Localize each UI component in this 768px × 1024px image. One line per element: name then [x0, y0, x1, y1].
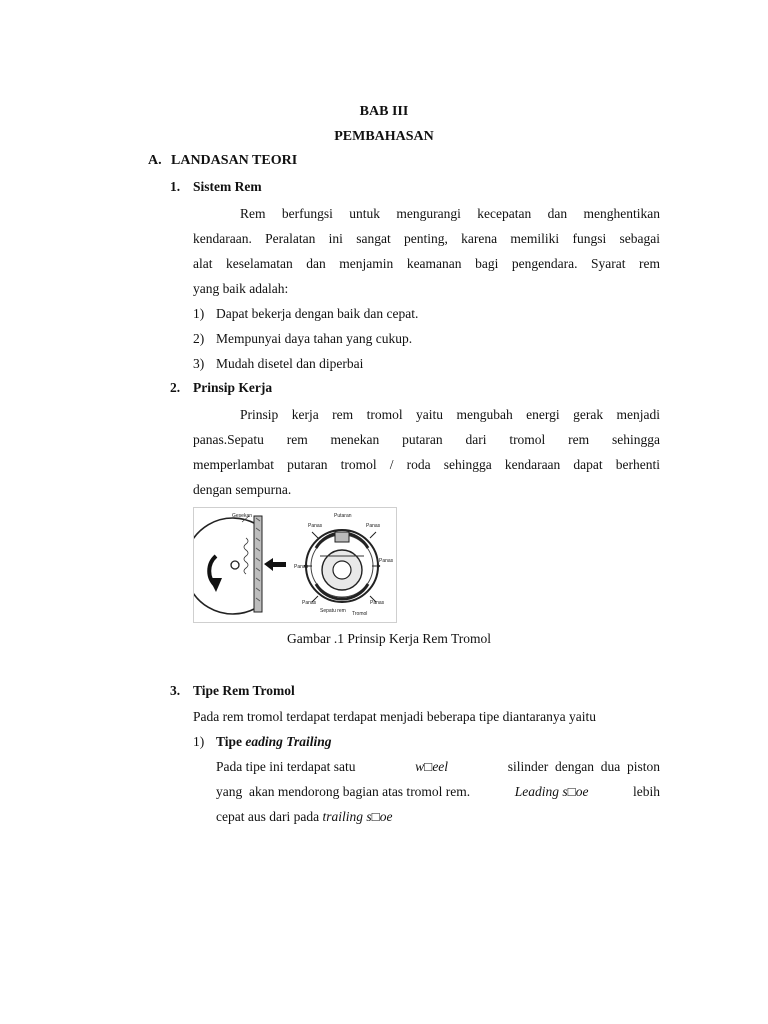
sub1-list-num: 3) [193, 356, 205, 371]
sub2-para-line: memperlambat putaran tromol / roda sehingga kendaraan dapat berhenti [193, 457, 660, 472]
type1-term: w□eel [415, 759, 449, 774]
sub2-para-line: panas.Sepatu rem menekan putaran dari tromol rem sehingga [193, 432, 660, 447]
type1-heading [216, 729, 332, 754]
type1-text: Pada tipe ini terdapat satu [216, 759, 356, 774]
figure-drawing [194, 508, 396, 622]
type1-text: silinder dengan dua piston [507, 759, 660, 774]
figure-caption: Gambar .1 Prinsip Kerja Rem Tromol [287, 631, 491, 646]
type1-term: trailing s□oe [322, 809, 393, 824]
type1-line-3 [216, 804, 392, 829]
label-panas-r: Panas [379, 558, 394, 564]
type1-line-2 [216, 779, 660, 804]
section-label: A. [148, 153, 162, 168]
label-sepatu-rem: Sepatu rem [320, 608, 346, 614]
sub2-title: Prinsip Kerja [193, 380, 273, 395]
section-title: LANDASAN TEORI [171, 153, 298, 168]
label-panas-br: Panas [370, 600, 385, 606]
sub1-list-num: 1) [193, 306, 205, 321]
type1-text: yang akan mendorong bagian atas tromol rem. [216, 784, 471, 799]
sub1-list-item: Dapat bekerja dengan baik dan cepat. [216, 306, 419, 321]
rotation-arrowhead [209, 578, 222, 592]
sub1-list-item: Mempunyai daya tahan yang cukup. [216, 331, 413, 346]
chapter-title: PEMBAHASAN [334, 129, 434, 144]
sub1-para-line: alat keselamatan dan menjamin keamanan bagi pengendara. Syarat rem [193, 256, 660, 271]
friction-lines [244, 538, 248, 574]
sub3-title: Tipe Rem Tromol [193, 683, 295, 698]
type1-term: Leading s□oe [514, 784, 589, 799]
label-gesekan: Gesekan [232, 513, 253, 519]
type1-number: 1) [193, 734, 205, 749]
label-putaran: Putaran [334, 513, 352, 519]
sub2-para-line: dengan sempurna. [193, 482, 292, 497]
type1-prefix: Tipe [216, 734, 243, 749]
sub1-list-num: 2) [193, 331, 205, 346]
label-panas-tr: Panas [366, 523, 381, 529]
sub1-para-line: Rem berfungsi untuk mengurangi kecepatan dan menghentikan [240, 206, 660, 221]
wheel-cylinder [335, 532, 349, 542]
push-arrow [264, 558, 286, 571]
sub1-para-line: kendaraan. Peralatan ini sangat penting, karena memiliki fungsi sebagai [193, 231, 660, 246]
brake-shoe [254, 516, 262, 612]
type1-line-1 [216, 754, 660, 779]
type1-text: cepat aus dari pada [216, 809, 320, 824]
label-panas-bl: Panas [302, 600, 317, 606]
label-panas-tl: Panas [308, 523, 323, 529]
sub1-list-item: Mudah disetel dan diperbai [216, 356, 364, 371]
drum-rim [194, 518, 256, 614]
chapter-number: BAB III [359, 104, 409, 119]
sub3-number: 3. [170, 683, 181, 698]
sub1-para-line: yang baik adalah: [193, 281, 289, 296]
type1-name: eading Trailing [245, 734, 332, 749]
drum-axle [231, 561, 239, 569]
sub2-number: 2. [170, 380, 181, 395]
label-tromol: Tromol [352, 611, 368, 617]
label-panas-l: Panas [294, 564, 309, 570]
sub3-intro: Pada rem tromol terdapat terdapat menjadi beberapa tipe diantaranya yaitu [193, 709, 596, 724]
type1-text: lebih [633, 784, 660, 799]
figure-brake-principle [193, 507, 397, 623]
hub-center [333, 561, 351, 579]
sub1-number: 1. [170, 179, 181, 194]
sub1-title: Sistem Rem [193, 179, 262, 194]
sub2-para-line: Prinsip kerja rem tromol yaitu mengubah energi gerak menjadi [240, 407, 660, 422]
